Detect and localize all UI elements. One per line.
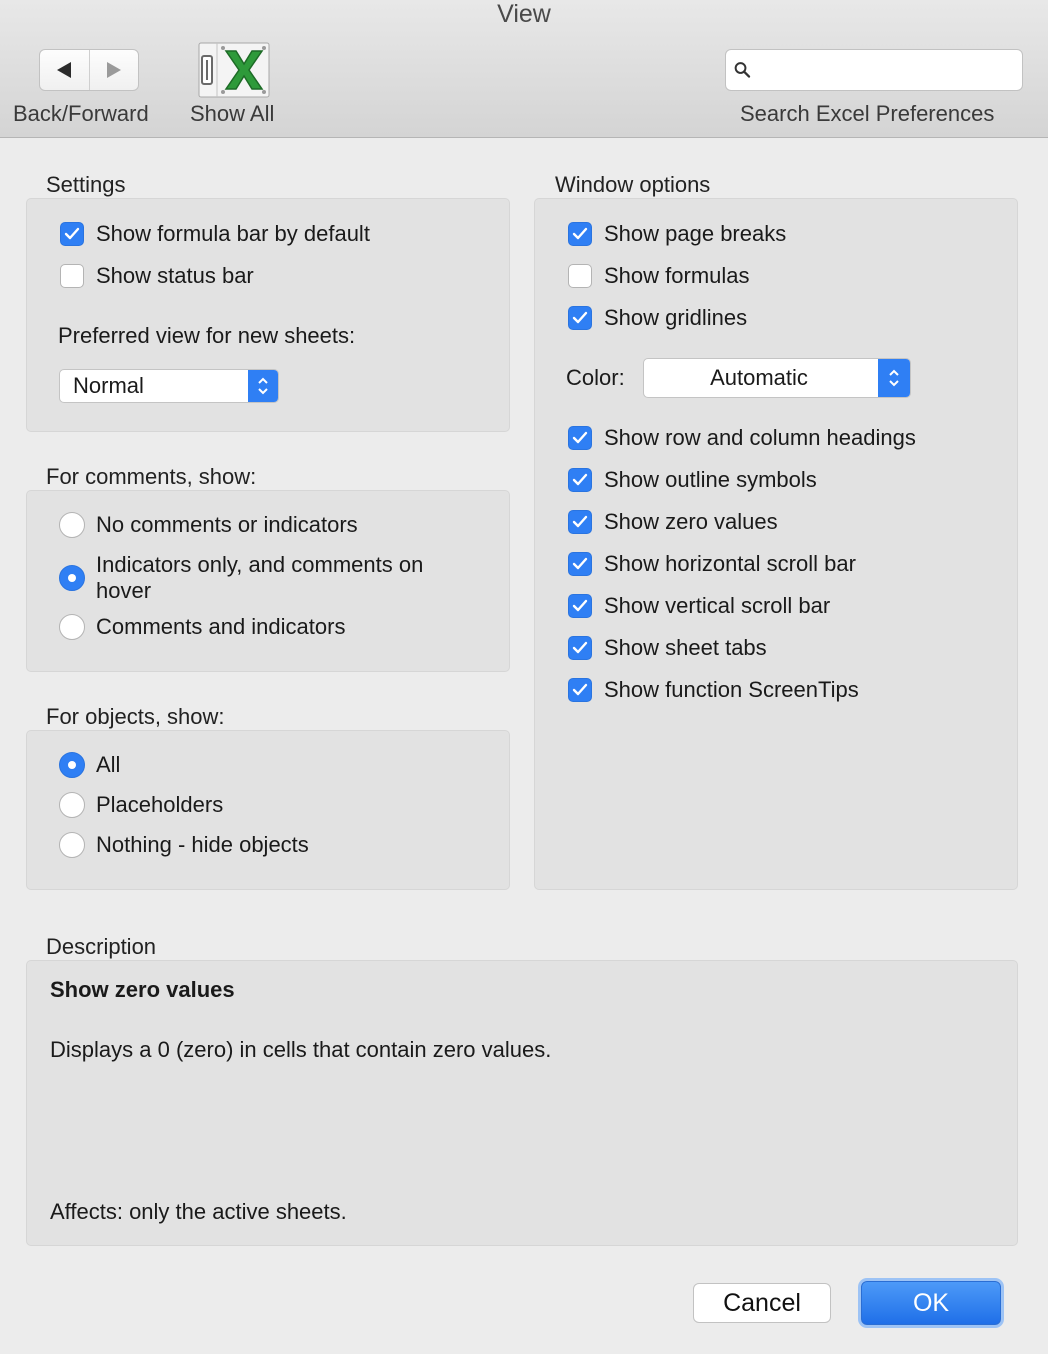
show-all-button[interactable]: [198, 42, 270, 98]
show-status-bar-checkbox[interactable]: [60, 263, 254, 289]
radio-unselected[interactable]: [59, 792, 85, 818]
color-label-text: Color:: [566, 365, 625, 390]
objects-option-nothing[interactable]: [59, 832, 309, 858]
show-function-screentips-checkbox[interactable]: [568, 677, 859, 703]
preferred-view-text: Preferred view for new sheets:: [58, 323, 356, 348]
show-horizontal-scroll-bar-checkbox[interactable]: [568, 551, 856, 577]
chevron-up-down-icon: [887, 366, 901, 390]
checkbox-label: Show row and column headings: [604, 425, 916, 450]
checkbox-checked[interactable]: [568, 306, 592, 330]
checkmark-icon: [572, 557, 588, 571]
show-formula-bar-checkbox[interactable]: [60, 221, 370, 247]
window-title: View: [497, 0, 551, 28]
window-options-panel: [534, 198, 1018, 890]
preferred-view-value: Normal: [73, 373, 144, 398]
checkmark-icon: [572, 473, 588, 487]
radio-unselected[interactable]: [59, 512, 85, 538]
radio-label: Indicators only, and comments on hover: [96, 552, 424, 603]
comments-option-all[interactable]: [59, 614, 345, 640]
show-zero-values-checkbox[interactable]: [568, 509, 778, 535]
checkbox-checked[interactable]: [568, 552, 592, 576]
description-title: Description: [46, 934, 157, 959]
radio-unselected[interactable]: [59, 832, 85, 858]
back-arrow-icon: [56, 61, 72, 79]
select-stepper: [878, 359, 910, 397]
checkbox-label: Show vertical scroll bar: [604, 593, 831, 618]
select-stepper: [248, 370, 278, 402]
checkmark-icon: [572, 683, 588, 697]
radio-label: Comments and indicators: [96, 614, 346, 639]
checkbox-unchecked[interactable]: [568, 264, 592, 288]
radio-label: All: [96, 752, 121, 777]
radio-unselected[interactable]: [59, 614, 85, 640]
description-affects: Affects: only the active sheets.: [50, 1199, 347, 1224]
toolbar: [0, 0, 1048, 138]
checkbox-label: Show horizontal scroll bar: [604, 551, 856, 576]
search-label: Search Excel Preferences: [740, 101, 995, 126]
show-row-column-headings-checkbox[interactable]: [568, 425, 916, 451]
show-gridlines-checkbox[interactable]: [568, 305, 747, 331]
checkmark-icon: [572, 311, 588, 325]
objects-option-placeholders[interactable]: [59, 792, 223, 818]
checkmark-icon: [572, 431, 588, 445]
checkbox-label: Show zero values: [604, 509, 778, 534]
checkbox-checked[interactable]: [568, 510, 592, 534]
search-icon: [734, 57, 751, 83]
checkbox-label: Show formula bar by default: [96, 221, 370, 246]
color-value: Automatic: [710, 365, 808, 390]
back-forward-label: Back/Forward: [13, 101, 149, 126]
checkbox-label: Show page breaks: [604, 221, 787, 246]
description-heading: Show zero values: [50, 977, 235, 1002]
radio-selected[interactable]: [59, 565, 85, 591]
radio-selected[interactable]: [59, 752, 85, 778]
excel-grid-icon: [198, 42, 270, 98]
window-options-title: Window options: [555, 172, 711, 197]
checkbox-checked[interactable]: [568, 222, 592, 246]
show-formulas-checkbox[interactable]: [568, 263, 750, 289]
cancel-button[interactable]: Cancel: [693, 1283, 831, 1323]
checkbox-label: Show status bar: [96, 263, 254, 288]
chevron-up-down-icon: [256, 375, 270, 397]
search-input[interactable]: [757, 52, 1022, 88]
comments-title: For comments, show:: [46, 464, 257, 489]
comments-option-none[interactable]: [59, 512, 358, 538]
checkmark-icon: [572, 599, 588, 613]
checkbox-checked[interactable]: [568, 468, 592, 492]
checkbox-checked[interactable]: [568, 426, 592, 450]
checkbox-checked[interactable]: [568, 636, 592, 660]
color-label: [566, 365, 625, 391]
checkmark-icon: [572, 227, 588, 241]
checkmark-icon: [64, 227, 80, 241]
show-page-breaks-checkbox[interactable]: [568, 221, 786, 247]
radio-label: Placeholders: [96, 792, 224, 817]
checkbox-label: Show function ScreenTips: [604, 677, 859, 702]
gridline-color-select[interactable]: [643, 358, 911, 398]
objects-title: For objects, show:: [46, 704, 225, 729]
comments-option-indicators-only[interactable]: [59, 552, 479, 604]
back-button[interactable]: [40, 50, 89, 90]
preferred-view-select[interactable]: [59, 369, 279, 403]
checkbox-label: Show sheet tabs: [604, 635, 767, 660]
objects-option-all[interactable]: [59, 752, 120, 778]
show-vertical-scroll-bar-checkbox[interactable]: [568, 593, 830, 619]
ok-button[interactable]: OK: [861, 1281, 1001, 1325]
checkmark-icon: [572, 515, 588, 529]
checkmark-icon: [572, 641, 588, 655]
radio-label: Nothing - hide objects: [96, 832, 309, 857]
show-outline-symbols-checkbox[interactable]: [568, 467, 817, 493]
preferred-view-label: [58, 323, 355, 349]
search-field[interactable]: [725, 49, 1023, 91]
checkbox-checked[interactable]: [568, 594, 592, 618]
settings-title: Settings: [46, 172, 126, 197]
forward-button[interactable]: [89, 50, 139, 90]
radio-label: No comments or indicators: [96, 512, 358, 537]
checkbox-label: Show gridlines: [604, 305, 748, 330]
checkbox-unchecked[interactable]: [60, 264, 84, 288]
description-text: Displays a 0 (zero) in cells that contain zero values.: [50, 1037, 552, 1062]
forward-arrow-icon: [106, 61, 122, 79]
checkbox-checked[interactable]: [568, 678, 592, 702]
back-forward-control: [39, 49, 139, 91]
show-all-label: Show All: [190, 101, 275, 126]
checkbox-label: Show formulas: [604, 263, 750, 288]
checkbox-label: Show outline symbols: [604, 467, 817, 492]
checkbox-checked[interactable]: [60, 222, 84, 246]
show-sheet-tabs-checkbox[interactable]: [568, 635, 767, 661]
